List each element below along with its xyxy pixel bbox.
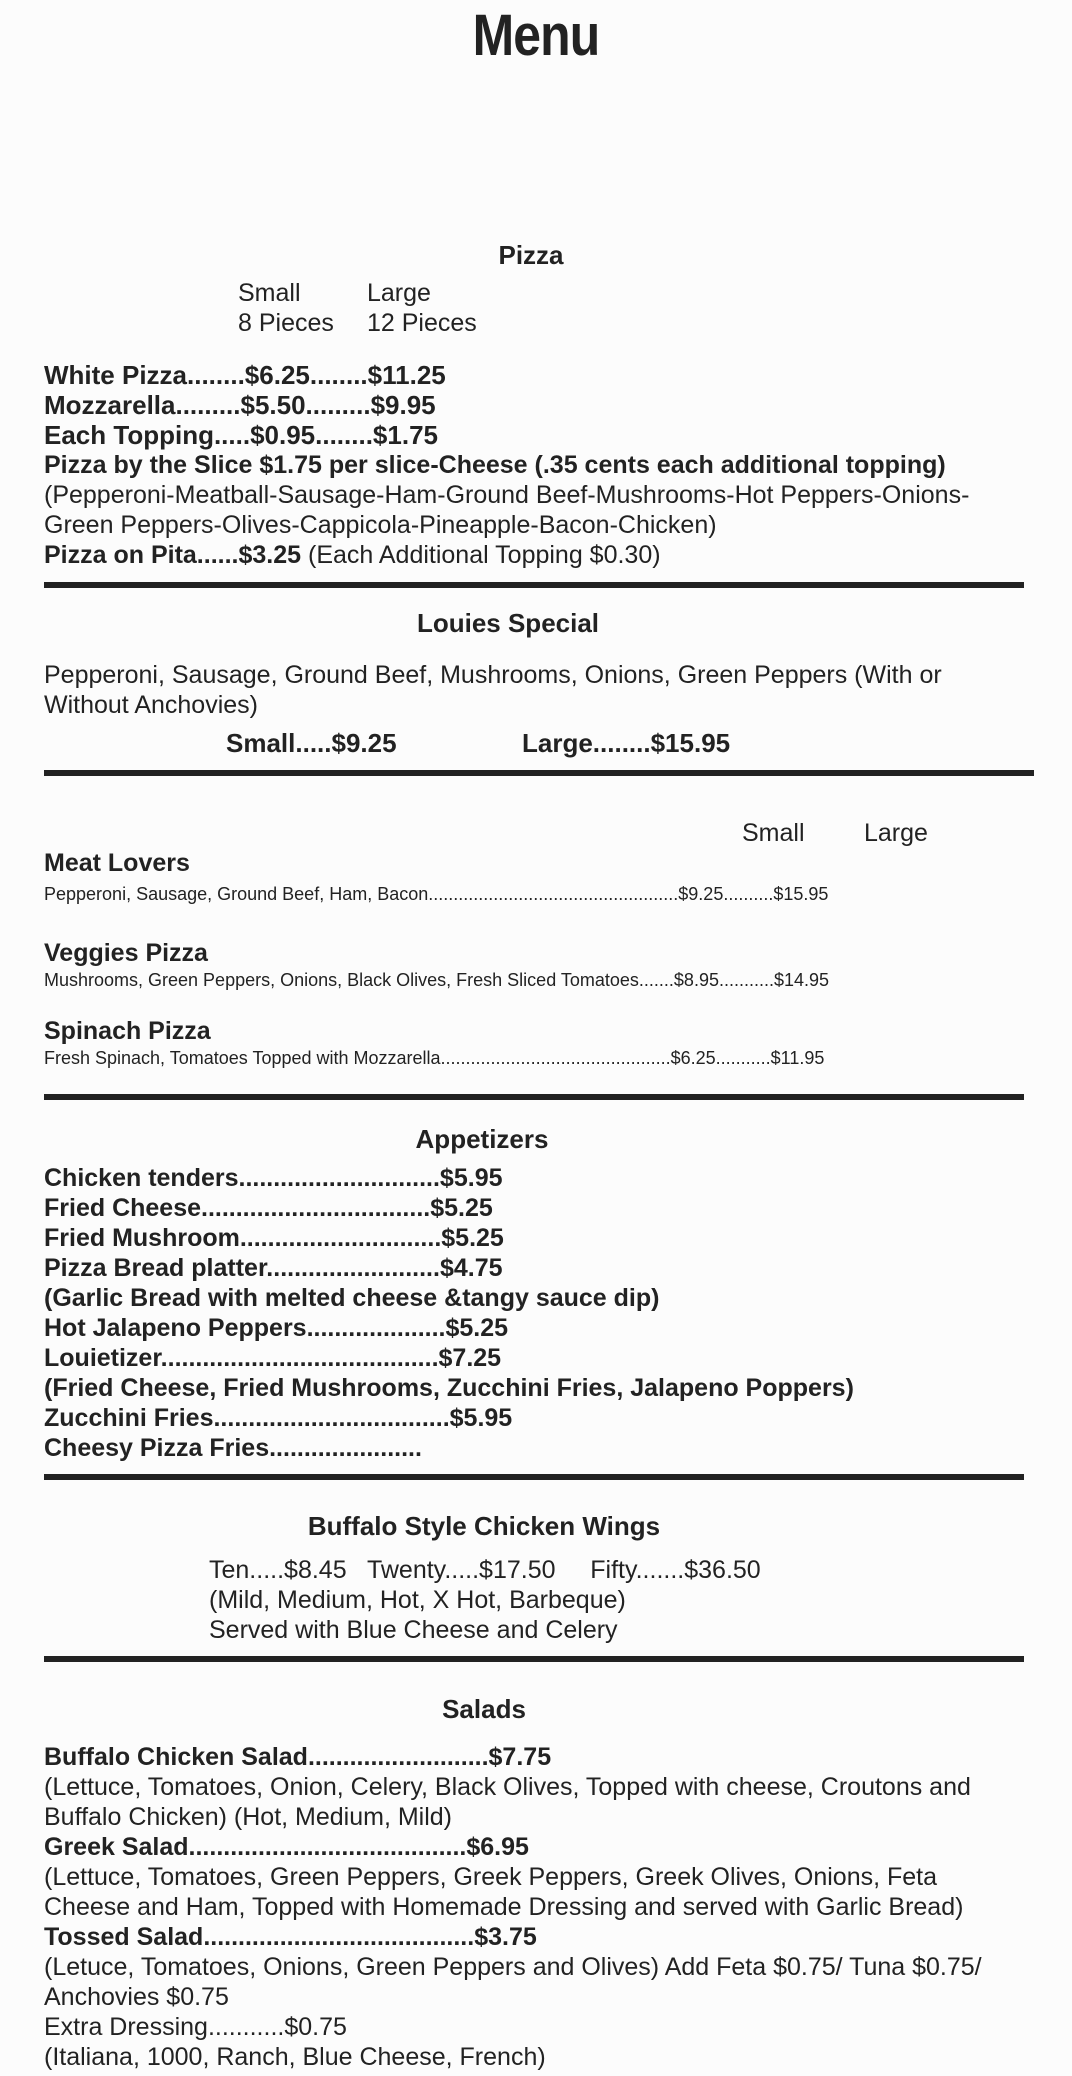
divider [44,1474,1024,1480]
pizza-pita-label: Pizza on Pita......$3.25 [44,541,302,569]
salad-extra-dressing-desc: (Italiana, 1000, Ranch, Blue Cheese, French) [44,2043,546,2071]
appetizer-line: (Fried Cheese, Fried Mushrooms, Zucchini Fries, Jalapeno Poppers) [44,1374,854,1402]
salad-extra-dressing: Extra Dressing...........$0.75 [44,2013,347,2041]
appetizers-heading: Appetizers [415,1124,549,1154]
pizza-pita [44,540,661,570]
louies-large-price: Large........$15.95 [522,728,731,758]
pizza-heading: Pizza [498,240,564,270]
pizza-item-mozzarella: Mozzarella.........$5.50.........$9.95 [44,390,436,420]
specialty-item-name: Veggies Pizza [44,939,208,967]
salad-greek-desc: Cheese and Ham, Topped with Homemade Dressing and served with Garlic Bread) [44,1893,964,1921]
salads-heading: Salads [442,1694,526,1724]
pizza-toppings-line1: (Pepperoni-Meatball-Sausage-Ham-Ground Beef-Mushrooms-Hot Peppers-Onions- [44,481,970,509]
louies-heading: Louies Special [416,608,600,638]
louies-line1: Pepperoni, Sausage, Ground Beef, Mushrooms, Onions, Green Peppers (With or [44,661,942,689]
pizza-size-small: Small [238,279,301,307]
wings-prices: Ten.....$8.45 Twenty.....$17.50 Fifty.......$36.50 [209,1556,761,1584]
wings-flavors: (Mild, Medium, Hot, X Hot, Barbeque) [209,1586,626,1614]
divider [44,582,1024,588]
specialty-size-large: Large [864,819,928,847]
pizza-toppings-line2: Green Peppers-Olives-Cappicola-Pineapple-Bacon-Chicken) [44,511,717,539]
pizza-size-large: Large [367,279,431,307]
specialty-item-name: Spinach Pizza [44,1017,211,1045]
salad-tossed-desc: Anchovies $0.75 [44,1983,229,2011]
salad-tossed: Tossed Salad.......................................$3.75 [44,1923,537,1951]
pizza-pieces-large: 12 Pieces [367,309,477,337]
salad-greek: Greek Salad........................................$6.95 [44,1833,529,1861]
salad-tossed-desc: (Letuce, Tomatoes, Onions, Green Peppers and Olives) Add Feta $0.75/ Tuna $0.75/ [44,1953,982,1981]
wings-heading: Buffalo Style Chicken Wings [307,1511,661,1541]
pizza-item-topping: Each Topping.....$0.95........$1.75 [44,420,438,450]
specialty-size-small: Small [742,819,805,847]
appetizer-line: Fried Cheese.................................$5.25 [44,1194,493,1222]
appetizer-line: Chicken tenders.............................$5.95 [44,1164,503,1192]
pizza-pieces-small: 8 Pieces [238,309,334,337]
specialty-item-desc: Fresh Spinach, Tomatoes Topped with Mozzarella..............................................$6.25...........$11.95 [44,1048,825,1068]
pizza-pita-note: (Each Additional Topping $0.30) [301,541,661,569]
page-title: Menu [472,3,600,68]
salad-greek-desc: (Lettuce, Tomatoes, Green Peppers, Greek Peppers, Greek Olives, Onions, Feta [44,1863,938,1891]
louies-small-price: Small.....$9.25 [226,728,397,758]
salad-buffalo-desc: (Lettuce, Tomatoes, Onion, Celery, Black Olives, Topped with cheese, Croutons and [44,1773,971,1801]
specialty-item-name: Meat Lovers [44,849,190,877]
appetizer-line: Cheesy Pizza Fries...................... [44,1434,422,1462]
appetizer-line: (Garlic Bread with melted cheese &tangy sauce dip) [44,1284,660,1312]
appetizer-line: Fried Mushroom.............................$5.25 [44,1224,504,1252]
divider [44,770,1034,776]
louies-line2: Without Anchovies) [44,691,258,719]
appetizer-line: Louietizer........................................$7.25 [44,1344,502,1372]
divider [44,1656,1024,1662]
divider [44,1094,1024,1100]
salad-buffalo: Buffalo Chicken Salad..........................$7.75 [44,1743,552,1771]
pizza-item-white: White Pizza........$6.25........$11.25 [44,360,446,390]
appetizer-line: Pizza Bread platter.........................$4.75 [44,1254,503,1282]
pizza-slice: Pizza by the Slice $1.75 per slice-Cheese (.35 cents each additional topping) [44,451,946,479]
specialty-item-desc: Pepperoni, Sausage, Ground Beef, Ham, Bacon..................................................$9.25..........$15.95 [44,884,829,904]
wings-served-with: Served with Blue Cheese and Celery [209,1616,618,1644]
specialty-item-desc: Mushrooms, Green Peppers, Onions, Black Olives, Fresh Sliced Tomatoes.......$8.95...........$14.95 [44,970,830,990]
appetizer-line: Zucchini Fries..................................$5.95 [44,1404,513,1432]
appetizer-line: Hot Jalapeno Peppers....................$5.25 [44,1314,509,1342]
salad-buffalo-desc: Buffalo Chicken) (Hot, Medium, Mild) [44,1803,453,1831]
